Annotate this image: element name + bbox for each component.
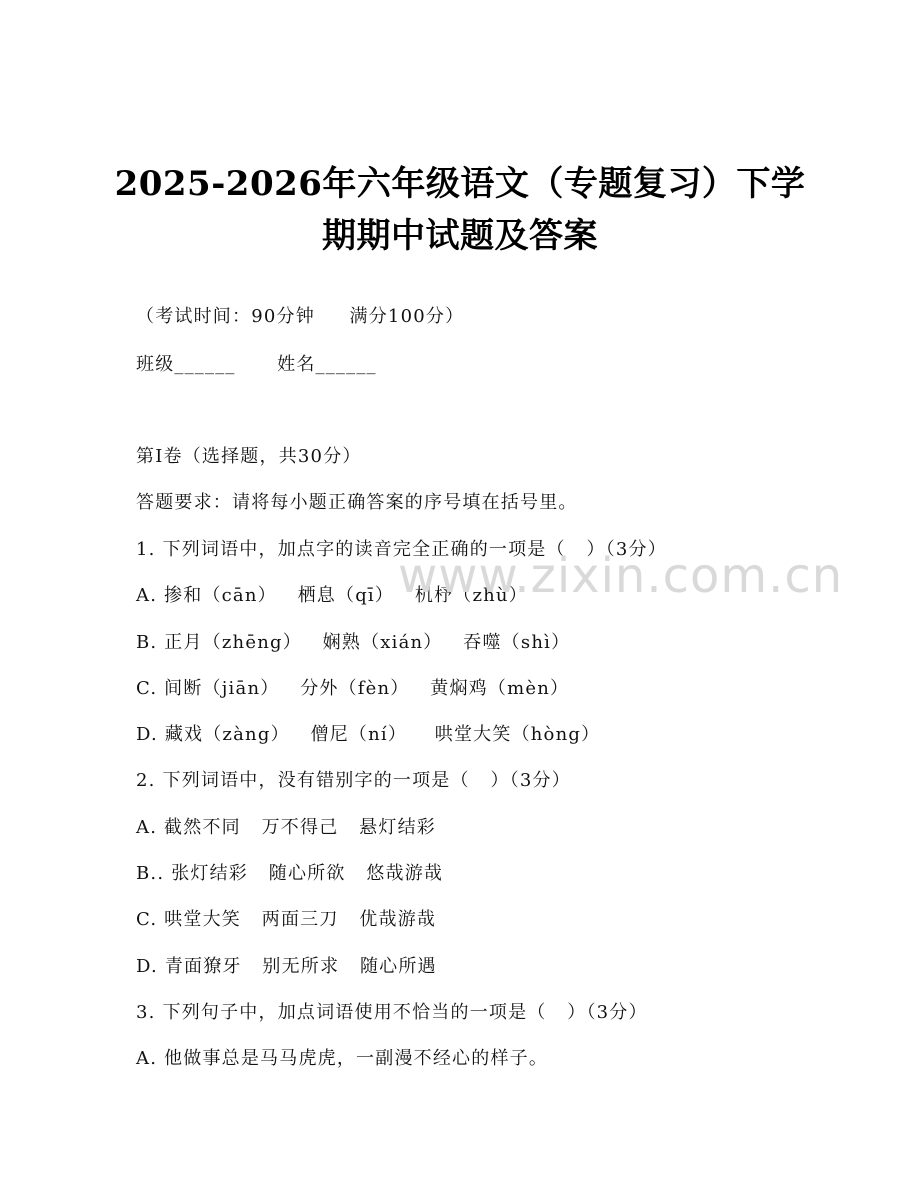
question-3-stem: 3. 下列句子中，加点词语使用不恰当的一项是（ ）（3分）: [136, 1002, 648, 1023]
exam-info: （考试时间：90分钟 满分100分）: [136, 306, 465, 327]
question-3-option-a: A. 他做事总是马马虎虎，一副漫不经心的样子。: [136, 1048, 549, 1069]
question-1-stem: 1. 下列词语中，加点字的读音完全正确的一项是（ ）（3分）: [136, 539, 667, 560]
student-info: 班级______ 姓名______: [136, 354, 377, 375]
question-1-option-d: D. 藏戏（zàng） 僧尼（ní） 哄堂大笑（hòng）: [136, 724, 601, 745]
document-title-line-1: 2025-2026年六年级语文（专题复习）下学: [114, 164, 806, 204]
question-2-option-d: D. 青面獠牙 别无所求 随心所遇: [136, 956, 437, 977]
question-2-option-c: C. 哄堂大笑 两面三刀 优哉游哉: [136, 909, 437, 930]
section-heading: 第I卷（选择题，共30分）: [136, 446, 362, 467]
document-title-line-2: 期期中试题及答案: [322, 216, 598, 256]
question-1-option-a: A. 掺和（cān） 栖息（qī） 机杼（zhù）: [136, 585, 528, 606]
question-1-option-b: B. 正月（zhēng） 娴熟（xián） 吞噬（shì）: [136, 632, 571, 653]
question-2-option-a: A. 截然不同 万不得己 悬灯结彩: [136, 817, 436, 838]
question-1-option-c: C. 间断（jiān） 分外（fèn） 黄焖鸡（mèn）: [136, 678, 570, 699]
answer-instruction: 答题要求：请将每小题正确答案的序号填在括号里。: [136, 492, 578, 513]
question-2-stem: 2. 下列词语中，没有错别字的一项是（ ）（3分）: [136, 770, 571, 791]
watermark-text: www.zixin.com.cn: [398, 548, 844, 604]
question-2-option-b: B.. 张灯结彩 随心所欲 悠哉游哉: [136, 863, 444, 884]
